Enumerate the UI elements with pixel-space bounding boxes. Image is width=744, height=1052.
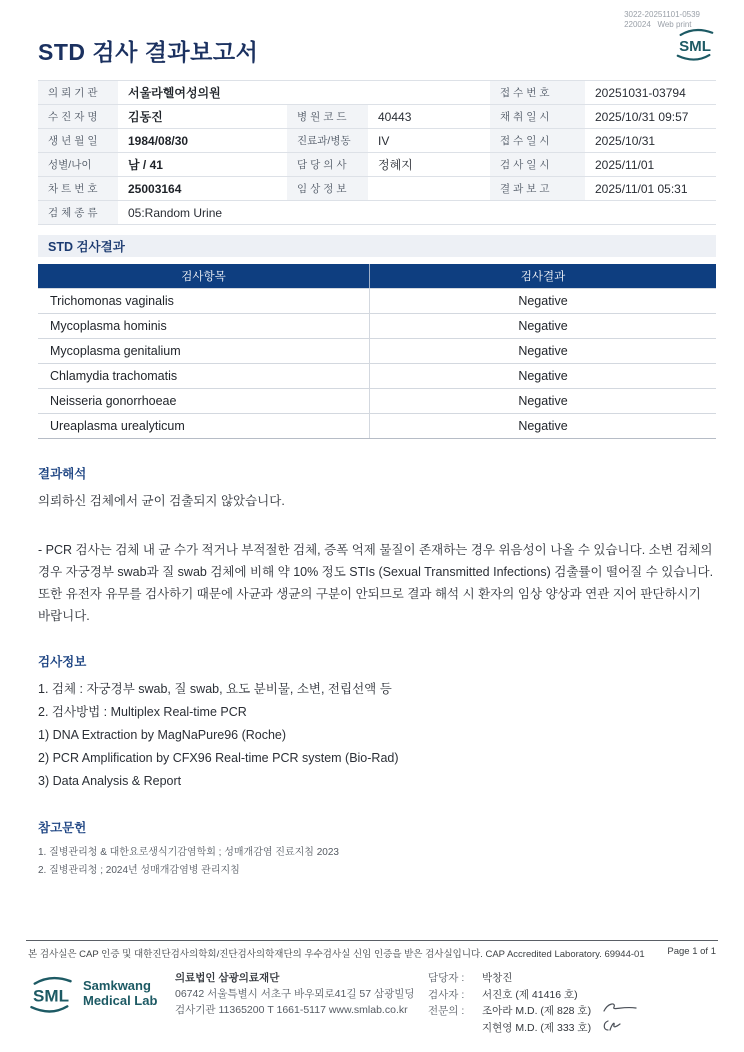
label-hospital-code: 병원코드 (287, 105, 368, 129)
footer-logo-block (25, 970, 175, 1036)
table-row (38, 288, 716, 313)
print-meta-id: 3022-20251101-0539 (624, 10, 700, 19)
table-row (38, 338, 716, 363)
signature-icon (600, 1000, 640, 1016)
sml-logo-icon (25, 972, 77, 1018)
value-department-ward: IV (368, 129, 490, 153)
references-list (38, 844, 716, 879)
staff-label-empty (428, 1020, 474, 1037)
test-item: Chlamydia trachomatis (38, 364, 370, 388)
value-requesting-institution: 서울라헬여성의원 (118, 81, 490, 105)
table-row (38, 363, 716, 388)
signature-icon (600, 1018, 626, 1034)
label-test-datetime: 검사일시 (490, 153, 585, 177)
reference-line: 2. 질병관리청 ; 2024년 성매개감염병 관리지침 (38, 864, 240, 876)
staff-value-tester: 서진호 (제 41416 호) (482, 988, 578, 1001)
logo-name-line2: Medical Lab (83, 993, 158, 1008)
footer (0, 940, 744, 1052)
reference-line: 1. 질병관리청 & 대한요로생식기감염학회 ; 성매개감염 진료지침 2023 (38, 847, 339, 858)
test-info-title: 검사정보 (38, 655, 87, 669)
value-birth-date: 1984/08/30 (118, 129, 287, 153)
logo-name-line1: Samkwang (83, 978, 151, 993)
table-row (38, 413, 716, 438)
label-requesting-institution: 의뢰기관 (38, 81, 118, 105)
label-receipt-datetime: 접수일시 (490, 129, 585, 153)
test-item: Mycoplasma genitalium (38, 339, 370, 363)
page-number: Page 1 of 1 (667, 946, 716, 957)
test-info-line: 2. 검사방법 : Multiplex Real-time PCR (38, 705, 247, 719)
value-test-datetime: 2025/11/01 (585, 153, 716, 177)
column-test-result: 검사결과 (520, 271, 566, 283)
test-result: Negative (518, 294, 568, 308)
value-sex-age: 남 / 41 (118, 153, 287, 177)
table-row (38, 388, 716, 413)
value-result-report: 2025/11/01 05:31 (585, 177, 716, 201)
value-clinical-info (368, 177, 490, 201)
staff-value-specialist-2: 지현영 M.D. (제 333 호) (482, 1021, 592, 1034)
test-result: Negative (518, 369, 568, 383)
organization-block (175, 970, 428, 1036)
staff-block (428, 970, 591, 1036)
test-info-line: 1. 검체 : 자궁경부 swab, 질 swab, 요도 분비물, 소변, 전립선액 등 (38, 682, 392, 696)
organization-address: 06742 서울특별시 서초구 바우뫼로41길 57 삼광빌딩 (175, 988, 415, 1000)
label-department-ward: 진료과/병동 (287, 129, 368, 153)
references-title: 참고문헌 (38, 821, 87, 835)
organization-contact: 검사기관 11365200 T 1661-5117 www.smlab.co.kr (175, 1004, 408, 1016)
column-test-item: 검사항목 (38, 264, 370, 288)
sml-logo-icon (672, 26, 718, 64)
print-meta-webprint: 220024 Web print (624, 20, 692, 29)
test-result: Negative (518, 394, 568, 408)
label-receipt-number: 접수번호 (490, 81, 585, 105)
label-clinical-info: 임상정보 (287, 177, 368, 201)
staff-label-tester: 검사자 : (428, 988, 465, 1001)
organization-name: 의료법인 삼광의료재단 (175, 972, 280, 984)
value-collection-datetime: 2025/10/31 09:57 (585, 105, 716, 129)
footer-divider (26, 940, 718, 941)
staff-value-specialist-1: 조아라 M.D. (제 828 호) (482, 1005, 592, 1017)
label-patient-name: 수진자명 (38, 105, 118, 129)
label-chart-number: 차트번호 (38, 177, 118, 201)
page-title: STD 검사 결과보고서 (38, 39, 259, 65)
test-item: Mycoplasma hominis (38, 314, 370, 338)
label-sex-age: 성별/나이 (38, 153, 118, 177)
value-receipt-datetime: 2025/10/31 (585, 129, 716, 153)
value-receipt-number: 20251031-03794 (585, 81, 716, 105)
label-attending-doctor: 담당의사 (287, 153, 368, 177)
value-specimen-type: 05:Random Urine (118, 201, 716, 225)
table-row (38, 313, 716, 338)
results-table (38, 264, 716, 439)
label-birth-date: 생년월일 (38, 129, 118, 153)
staff-label-manager: 담당자 : (428, 972, 465, 984)
test-info-line: 1) DNA Extraction by MagNaPure96 (Roche) (38, 728, 287, 742)
label-collection-datetime: 채취일시 (490, 105, 585, 129)
test-item: Ureaplasma urealyticum (38, 414, 370, 438)
interpretation-detail: - PCR 검사는 검체 내 균 수가 적거나 부적절한 검체, 증폭 억제 물질이 존재하는 경우 위음성이 나올 수 있습니다. 소변 검체의 경우 자궁경부 swab과 질 swab 검체에 비해 약 10% 정도 STIs (Sexual Transmitted Infections) 검출률이 떨어질 수 있습니다. 또한 유전자 유무를 검사하기 때문에 사균과 생균의 구분이 안되므로 결과 해석 시 환자의 임상 양상과 연관 지어 판단하시기 바랍니다. (38, 543, 714, 623)
test-result: Negative (518, 319, 568, 333)
staff-label-specialist: 전문의 : (428, 1005, 465, 1017)
test-info-list (38, 678, 716, 793)
test-info-line: 2) PCR Amplification by CFX96 Real-time PCR system (Bio-Rad) (38, 751, 399, 765)
test-info-line: 3) Data Analysis & Report (38, 774, 182, 788)
sml-logo-text: SML (679, 37, 711, 55)
staff-value-manager: 박창진 (482, 972, 513, 984)
label-result-report: 결과보고 (490, 177, 585, 201)
value-hospital-code: 40443 (368, 105, 490, 129)
test-result: Negative (518, 419, 568, 433)
value-patient-name: 김동진 (118, 105, 287, 129)
interpretation-title: 결과해석 (38, 467, 87, 481)
results-table-header (38, 264, 716, 288)
test-item: Neisseria gonorrhoeae (38, 389, 370, 413)
results-section-title: STD 검사결과 (48, 240, 125, 254)
value-chart-number: 25003164 (118, 177, 287, 201)
label-specimen-type: 검체종류 (38, 201, 118, 225)
value-attending-doctor: 정혜지 (368, 153, 490, 177)
interpretation-summary: 의뢰하신 검체에서 균이 검출되지 않았습니다. (38, 494, 285, 508)
test-result: Negative (518, 344, 568, 358)
results-section-header (38, 235, 716, 257)
test-item: Trichomonas vaginalis (38, 289, 370, 313)
sml-logo-text: SML (33, 986, 69, 1006)
patient-info-table (38, 80, 716, 225)
accreditation-text: 본 검사실은 CAP 인증 및 대한진단검사의학회/진단검사의학재단의 우수검사실 신임 인증을 받은 검사실입니다. CAP Accredited Laboratory. 69944-01 (28, 949, 645, 960)
